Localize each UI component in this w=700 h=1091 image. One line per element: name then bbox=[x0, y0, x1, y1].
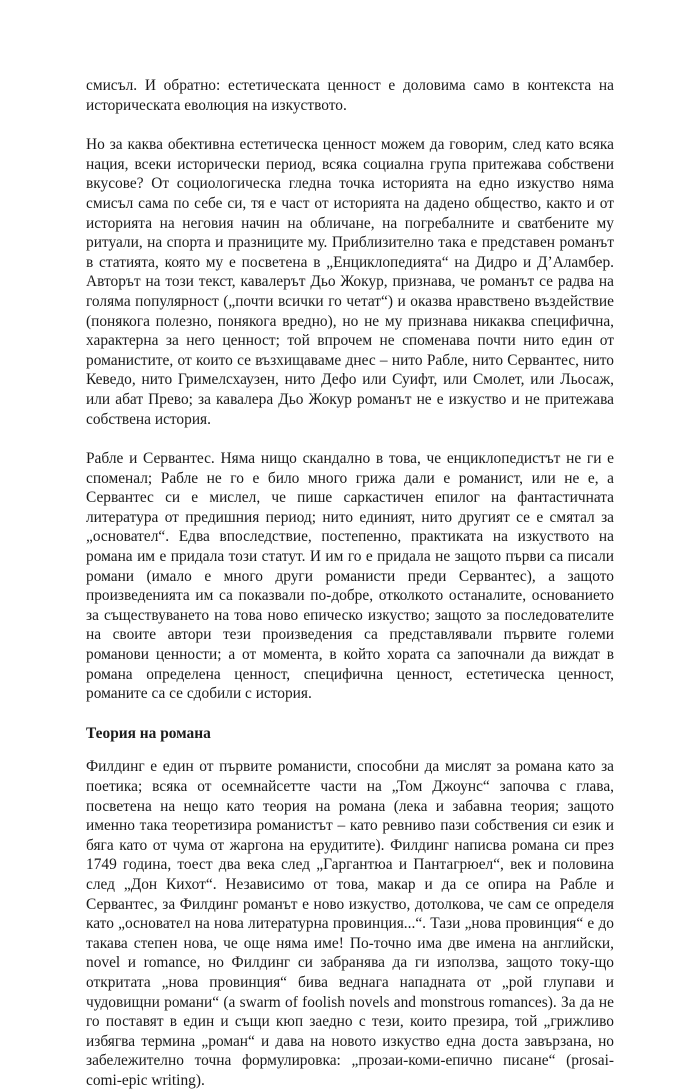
section-heading: Теория на романа bbox=[86, 724, 211, 742]
paragraph-2: Но за каква обективна естетическа ценност можем да говорим, след като всяка нация, всеки исторически период, всяка социална група притежава собствени вкусове? От социологическа гледна точка историята на едно изкуство няма смисъл сама по себе си, тя е част от историята на дадено общество, както и от историята на неговия начин на обличане, на погребалните и сватбените му ритуали, на спорта и празниците му. Приблизително така е представен романът в статията, която му е посветена в „Енциклопедията“ на Дидро и Д’Аламбер. Авторът на този текст, кавалерът Дьо Жокур, признава, че романът се радва на голяма популярност („почти всички го четат“) и оказва нравствено въздействие (понякога полезно, понякога вредно), но не му признава никаква специфична, характерна за него ценност; той впрочем не споменава почти нито един от романистите, от които се възхищаваме днес – нито Рабле, нито Сервантес, нито Кеведо, нито Гримелсхаузен, нито Дефо или Суифт, или Смолет, или Льосаж, или абат Прево; за кавалера Дьо Жокур романът не е изкуство и не притежава собствена история. bbox=[86, 136, 614, 428]
paragraph-1: смисъл. И обратно: естетическата ценност е доловима само в контекста на историческата еволюция на изкуството. bbox=[86, 77, 614, 114]
paragraph-4: Филдинг е един от първите романисти, способни да мислят за романа като за поетика; всяка от осемнайсетте части на „Том Джоунс“ започва с глава, посветена на нещо като теория на романа (лека и забавна теория; защото именно така теоретизира романистът – като ревниво пази собствения си език и бяга като от чума от жаргона на ерудитите). Филдинг написва романа си през 1749 година, тоест два века след „Гаргантюа и Пантагрюел“, век и половина след „Дон Кихот“. Независимо от това, макар и да се опира на Рабле и Сервантес, за Филдинг романът е ново изкуство, дотолкова, че сам се определя като „основател на нова литературна провинция...“. Тази „нова провинция“ е до такава степен нова, че още няма име! По-точно има две имена на английски, novel и romance, но Филдинг си забранява да ги използва, защото току-що откритата „нова провинция“ бива веднага нападната от „рой глупави и чудовищни романи“ (a swarm of foolish novels and monstrous romances). За да не го поставят в един и същи кюп заедно с тези, които презира, той „грижливо избягва термина „роман“ и дава на новото изкуство една доста завързана, но забележително точна формулировка: „прозаи-коми-епично писане“ (prosai-comi-epic writing). bbox=[86, 758, 614, 1089]
paragraph-3: Рабле и Сервантес. Няма нищо скандално в това, че енциклопедистът не ги е споменал; Рабле не го е било много грижа дали е романист, или не е, а Сервантес си е мислел, че пише саркастичен епилог на фантастичната литература от предишния период; нито единият, нито другият се е смятал за „основател“. Едва впоследствие, постепенно, практиката на изкуството на романа им е придала този статут. И им го е придала не защото първи са писали романи (имало е много други романисти преди Сервантес), а защото произведенията им са показвали по-добре, отколкото останалите, основанието за съществуването на това ново епическо изкуство; защото за последователите на своите автори тези произведения са представлявали първите големи романови ценности; а от момента, в който хората са започнали да виждат в романа определена ценност, специфична ценност, естетическа ценност, романите са се сдобили с история. bbox=[86, 450, 614, 703]
